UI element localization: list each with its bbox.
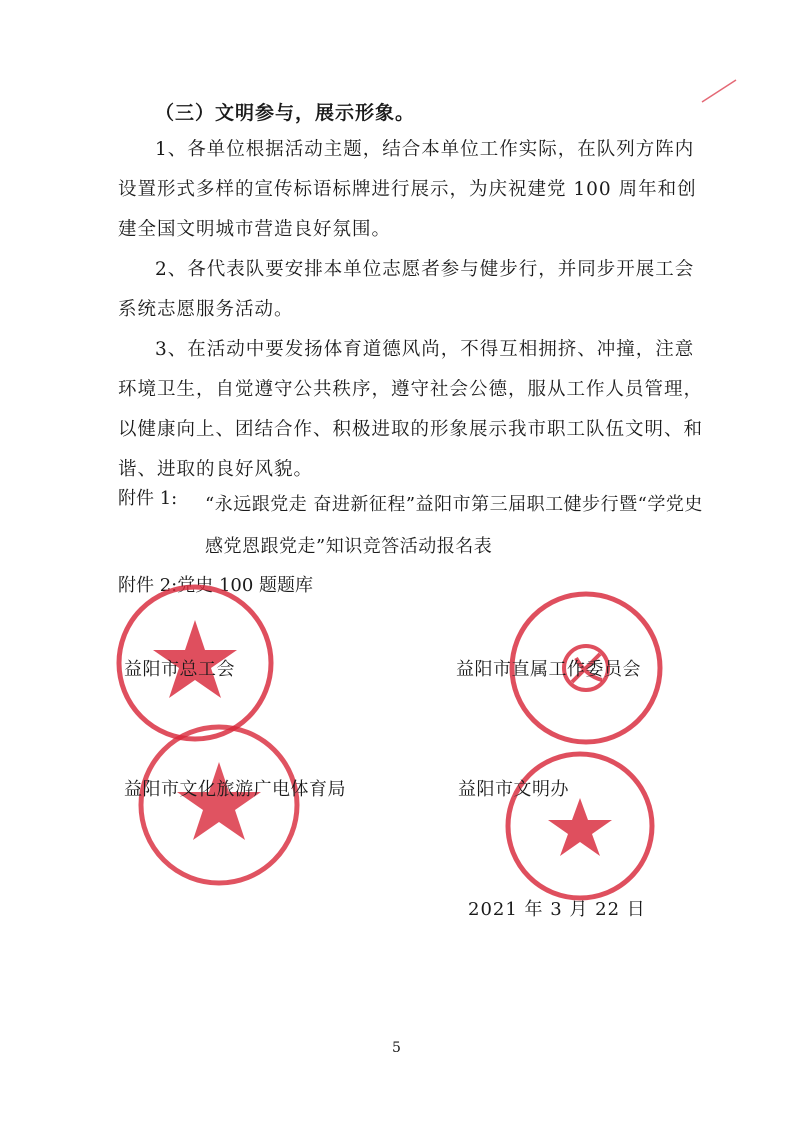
seal-culture-tourism-bureau	[134, 720, 304, 890]
signer-working-committee: 益阳市直属工作委员会	[456, 659, 641, 680]
attachment-2: 附件 2:党史 100 题题库	[118, 575, 314, 596]
attachment-1-title: “永远跟党走 奋进新征程”益阳市第三届职工健步行暨“学党史感党恩跟党走”知识竞答活动报名表	[205, 494, 703, 557]
pen-mark	[700, 76, 740, 106]
attachment-1-label: 附件 1:	[118, 488, 178, 509]
section-heading: （三）文明参与，展示形象。	[155, 102, 416, 124]
document-date: 2021 年 3 月 22 日	[468, 899, 646, 920]
paragraph-3: 3、在活动中要发扬体育道德风尚，不得互相拥挤、冲撞，注意环境卫生，自觉遵守公共秩序，遵守社会公德，服从工作人员管理，以健康向上、团结合作、积极进取的形象展示我市职工队伍文明、和谐、进取的良好风貌。	[118, 339, 704, 480]
seal-star-icon	[548, 798, 612, 856]
signer-culture-bureau: 益阳市文化旅游广电体育局	[124, 779, 346, 800]
paragraph-2: 2、各代表队要安排本单位志愿者参与健步行，并同步开展工会系统志愿服务活动。	[118, 259, 695, 320]
seal-civilization-office	[502, 748, 658, 904]
signer-trade-union: 益阳市总工会	[124, 659, 235, 680]
signer-civilization-office: 益阳市文明办	[458, 779, 569, 800]
paragraph-1: 1、各单位根据活动主题，结合本单位工作实际，在队列方阵内设置形式多样的宣传标语标牌进行展示，为庆祝建党 100 周年和创建全国文明城市营造良好氛围。	[118, 139, 697, 240]
seal-star-icon	[177, 762, 261, 840]
page-number: 5	[392, 1040, 401, 1056]
